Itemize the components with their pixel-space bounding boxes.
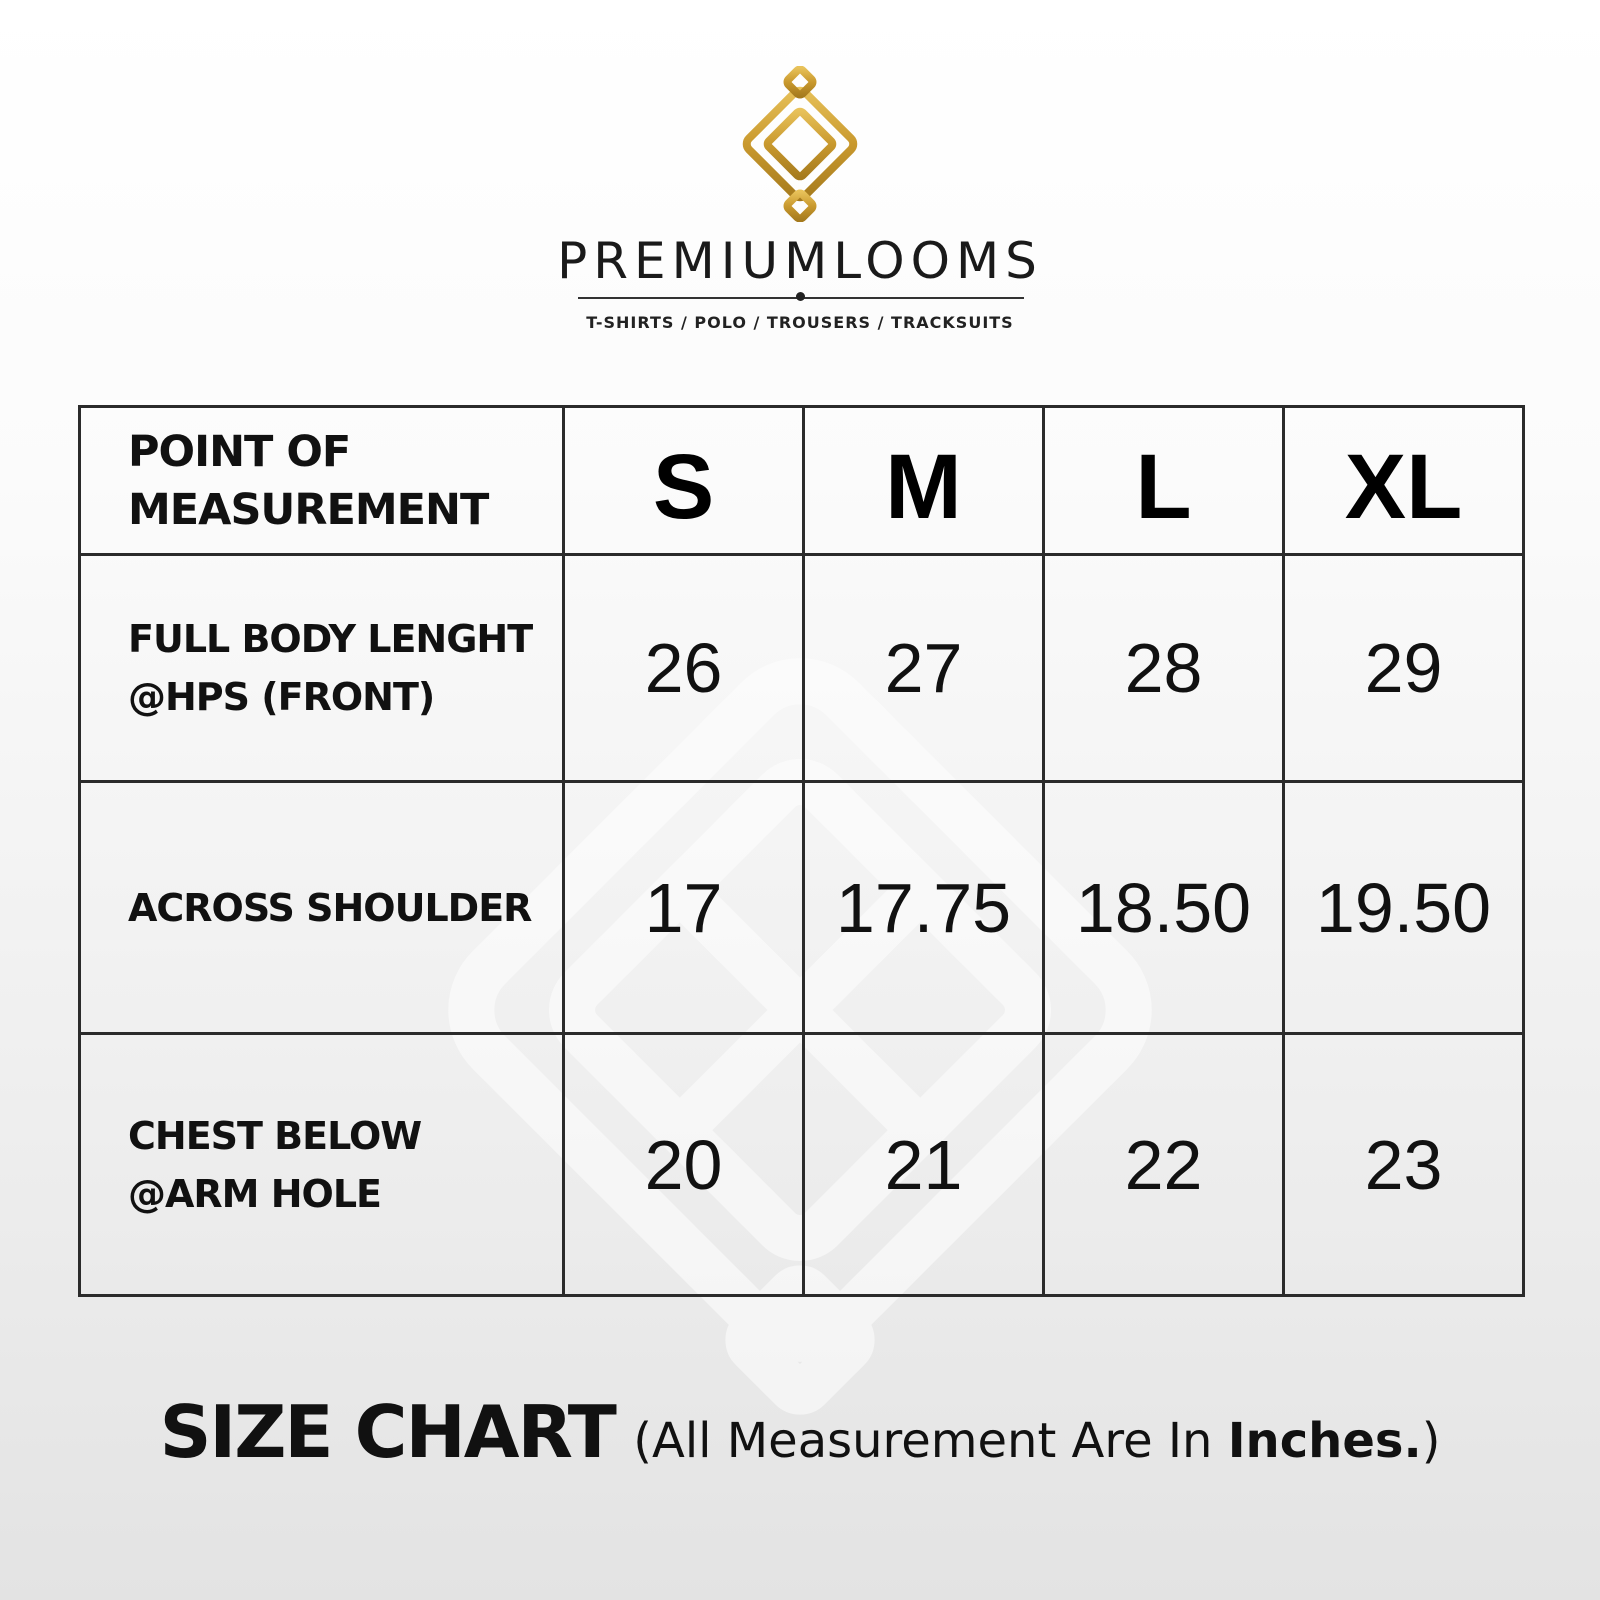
- header-size-xl: XL: [1284, 407, 1524, 555]
- size-chart-table: [78, 405, 1525, 1297]
- value-cell: 27: [804, 555, 1044, 782]
- value-cell: 22: [1044, 1034, 1284, 1296]
- caption-note-open: (All Measurement Are In: [633, 1413, 1228, 1469]
- caption-title: SIZE CHART: [159, 1390, 615, 1474]
- value-cell: 17.75: [804, 782, 1044, 1034]
- header-label-line1: POINT OF: [128, 426, 351, 477]
- row-label-line1: FULL BODY LENGHT: [128, 617, 533, 661]
- value-cell: 20: [564, 1034, 804, 1296]
- header-size-l: L: [1044, 407, 1284, 555]
- table-header-row: [80, 407, 1524, 555]
- header-point-of-measurement: [80, 407, 564, 555]
- row-label-line1: CHEST BELOW: [128, 1113, 422, 1158]
- value-cell: 28: [1044, 555, 1284, 782]
- row-label-line2: @HPS (FRONT): [128, 675, 435, 719]
- caption-note-unit: Inches.: [1227, 1413, 1422, 1469]
- value-cell: 19.50: [1284, 782, 1524, 1034]
- caption-note: [633, 1413, 1440, 1469]
- row-label-across-shoulder: [80, 782, 564, 1034]
- value-cell: 29: [1284, 555, 1524, 782]
- brand-name: PREMIUMLOOMS: [557, 232, 1043, 290]
- caption-note-close: ): [1421, 1413, 1441, 1469]
- header-label-line2: MEASUREMENT: [128, 484, 489, 535]
- endless-knot-icon: [728, 66, 872, 222]
- value-cell: 17: [564, 782, 804, 1034]
- brand-tagline: T-SHIRTS / POLO / TROUSERS / TRACKSUITS: [586, 313, 1014, 332]
- row-label-line1: ACROSS SHOULDER: [128, 885, 532, 930]
- value-cell: 21: [804, 1034, 1044, 1296]
- value-cell: 23: [1284, 1034, 1524, 1296]
- value-cell: 26: [564, 555, 804, 782]
- row-label-full-body-length: [80, 555, 564, 782]
- table-row: [80, 782, 1524, 1034]
- table-row: [80, 1034, 1524, 1296]
- header-size-m: M: [804, 407, 1044, 555]
- brand-divider-dot: [796, 292, 805, 301]
- table-row: [80, 555, 1524, 782]
- value-cell: 18.50: [1044, 782, 1284, 1034]
- row-label-line2: @ARM HOLE: [128, 1171, 381, 1216]
- size-chart-caption: [0, 1390, 1600, 1474]
- brand-header: [0, 66, 1600, 356]
- row-label-chest-below-arm-hole: [80, 1034, 564, 1296]
- header-size-s: S: [564, 407, 804, 555]
